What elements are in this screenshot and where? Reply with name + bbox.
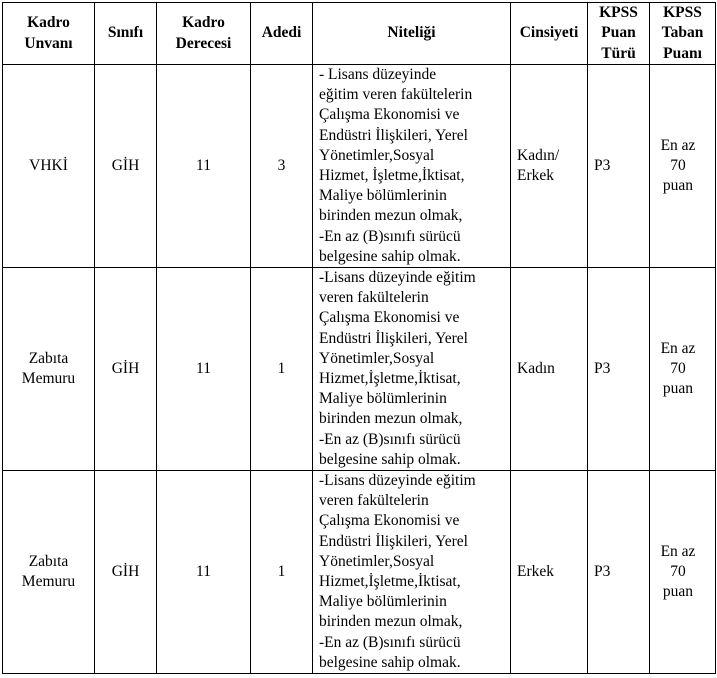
header-niteligi: Niteliği — [313, 3, 511, 65]
staff-positions-table-wrapper — [2, 2, 716, 674]
cell-sinif: GİH — [95, 268, 157, 471]
header-kadro-derecesi: Kadro Derecesi — [157, 3, 251, 65]
table-row — [3, 471, 716, 674]
staff-positions-table — [2, 2, 716, 674]
cell-cinsiyet: Kadın — [511, 268, 588, 471]
cell-cinsiyet: Erkek — [511, 471, 588, 674]
cell-unvan: VHKİ — [3, 65, 95, 268]
cell-adet: 1 — [251, 268, 313, 471]
header-kadro-unvani: Kadro Unvanı — [3, 3, 95, 65]
cell-derece: 11 — [157, 471, 251, 674]
header-sinifi: Sınıfı — [95, 3, 157, 65]
cell-cinsiyet: Kadın/ Erkek — [511, 65, 588, 268]
cell-derece: 11 — [157, 268, 251, 471]
cell-taban-puan: En az 70 puan — [650, 268, 716, 471]
cell-puan-turu: P3 — [588, 65, 650, 268]
header-row — [3, 3, 716, 65]
table-row — [3, 268, 716, 471]
cell-adet: 1 — [251, 471, 313, 674]
cell-nitelik: -Lisans düzeyinde eğitim veren fakültelerin Çalışma Ekonomisi ve Endüstri İlişkileri, Yerel Yönetimler,Sosyal Hizmet,İşletme,İktisat, Maliye bölümlerinin birinden mezun olmak, -En az (B)sınıfı sürücü belgesine sahip olmak. — [313, 268, 511, 471]
cell-unvan: Zabıta Memuru — [3, 268, 95, 471]
cell-adet: 3 — [251, 65, 313, 268]
cell-sinif: GİH — [95, 65, 157, 268]
header-kpss-taban-puani: KPSS Taban Puanı — [650, 3, 716, 65]
cell-derece: 11 — [157, 65, 251, 268]
cell-puan-turu: P3 — [588, 268, 650, 471]
cell-nitelik: -Lisans düzeyinde eğitim veren fakültelerin Çalışma Ekonomisi ve Endüstri İlişkileri, Yerel Yönetimler,Sosyal Hizmet,İşletme,İktisat, Maliye bölümlerinin birinden mezun olmak, -En az (B)sınıfı sürücü belgesine sahip olmak. — [313, 471, 511, 674]
cell-sinif: GİH — [95, 471, 157, 674]
cell-nitelik: - Lisans düzeyinde eğitim veren fakültelerin Çalışma Ekonomisi ve Endüstri İlişkileri, Yerel Yönetimler,Sosyal Hizmet, İşletme,İktisat, Maliye bölümlerinin birinden mezun olmak, -En az (B)sınıfı sürücü belgesine sahip olmak. — [313, 65, 511, 268]
table-row — [3, 65, 716, 268]
cell-unvan: Zabıta Memuru — [3, 471, 95, 674]
header-cinsiyeti: Cinsiyeti — [511, 3, 588, 65]
cell-puan-turu: P3 — [588, 471, 650, 674]
cell-taban-puan: En az 70 puan — [650, 471, 716, 674]
header-kpss-puan-turu: KPSS Puan Türü — [588, 3, 650, 65]
cell-taban-puan: En az 70 puan — [650, 65, 716, 268]
header-adedi: Adedi — [251, 3, 313, 65]
